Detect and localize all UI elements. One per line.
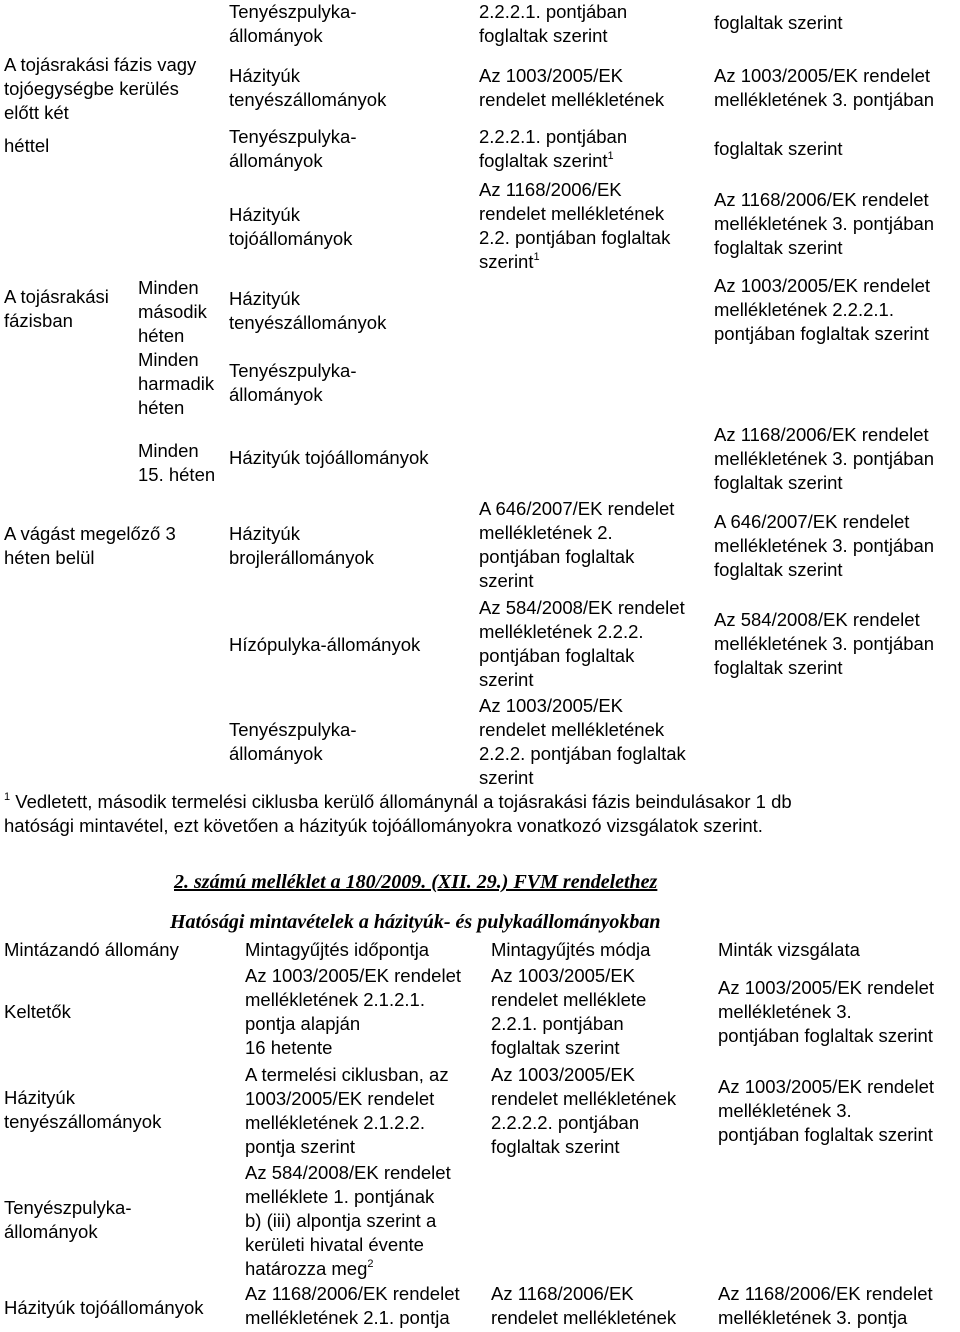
cell-line [229, 522, 374, 546]
cell-line [718, 1075, 934, 1099]
cell-text: héten [138, 397, 185, 418]
cell-text: 2.2.1. pontjában [491, 1013, 624, 1034]
cell-text: b) (iii) alpontja szerint a [245, 1210, 437, 1231]
cell-line [138, 372, 214, 396]
cell-text: állományok [229, 25, 323, 46]
cell-text: szerint [479, 570, 534, 591]
cell-text: rendelet mellékletének [491, 1088, 677, 1109]
cell-text: Tenyészpulyka- [229, 719, 357, 740]
cell [718, 1075, 934, 1147]
cell-text: Az 1003/2005/EK rendelet [714, 275, 930, 296]
cell-text: Tenyészpulyka- [229, 126, 357, 147]
cell-text: foglaltak szerint [714, 472, 843, 493]
cell-line [479, 497, 674, 521]
cell-text: foglaltak szerint [714, 12, 843, 33]
cell [229, 64, 386, 112]
cell-text: mellékletének 2.2.2.1. [714, 299, 894, 320]
cell-text: Házityúk [229, 65, 300, 86]
cell-line [245, 1306, 460, 1330]
cell [714, 188, 934, 260]
cell-line [479, 694, 686, 718]
cell-text: Házityúk tojóállományok [4, 1297, 204, 1318]
cell-text: Házityúk [4, 1087, 75, 1108]
cell-text: foglaltak szerint [714, 559, 843, 580]
cell-line [479, 596, 685, 620]
cell-line [229, 546, 374, 570]
cell [4, 1086, 161, 1134]
cell-text: rendelet mellékletének [479, 89, 665, 110]
cell-line [229, 125, 357, 149]
cell-text: pontjában foglaltak [479, 546, 635, 567]
cell [229, 287, 386, 335]
cell [714, 510, 934, 582]
cell-line [229, 446, 428, 470]
cell-line [718, 1024, 934, 1048]
cell-text: Az 1168/2006/EK [491, 1283, 634, 1304]
cell-text: mellékletének 2. [479, 522, 613, 543]
cell-text: pontjában foglaltak szerint [718, 1124, 933, 1145]
cell-text: melléklete 1. pontjának [245, 1186, 435, 1207]
footnote-line: Vedletett, második termelési ciklusba kerülő állománynál a tojásrakási fázis beindulásakor 1 db [15, 791, 792, 812]
cell-line [245, 1135, 449, 1159]
cell-text: mellékletének 3. [718, 1100, 852, 1121]
cell-text: héten belül [4, 547, 95, 568]
cell-line [479, 545, 674, 569]
cell-line [491, 1135, 676, 1159]
cell [229, 718, 357, 766]
cell-line [245, 1257, 451, 1281]
cell [245, 1161, 451, 1281]
cell-text: brojlerállományok [229, 547, 374, 568]
cell-line [479, 64, 664, 88]
cell-line [479, 250, 670, 274]
cell-text: Tenyészpulyka- [229, 360, 357, 381]
cell-text: harmadik [138, 373, 215, 394]
cell [4, 522, 176, 570]
cell-line [479, 742, 686, 766]
cell-line [4, 1086, 161, 1110]
cell-line [4, 1220, 132, 1244]
cell-text: Az 1168/2006/EK rendelet [245, 1283, 460, 1304]
cell-text: pontjában foglaltak [479, 645, 635, 666]
cell-text: Az 1003/2005/EK [491, 1064, 635, 1085]
cell-line [4, 134, 49, 158]
cell-text: Az 1003/2005/EK rendelet [718, 1076, 934, 1097]
cell-line [479, 668, 685, 692]
cell-line [4, 101, 196, 125]
cell-line [245, 1233, 451, 1257]
cell-text: mellékletének 3. [718, 1001, 852, 1022]
cell-text: Az 584/2008/EK rendelet [245, 1162, 451, 1183]
cell [229, 359, 357, 407]
cell-line [491, 1036, 646, 1060]
cell [479, 596, 685, 692]
cell-line [245, 1063, 449, 1087]
cell-text: 2.2. pontjában foglaltak [479, 227, 671, 248]
cell-line [714, 64, 934, 88]
cell-line [229, 0, 357, 24]
cell-line [245, 1161, 451, 1185]
cell [229, 633, 420, 657]
cell-text: Házityúk tojóállományok [229, 447, 429, 468]
cell-text: Az 1003/2005/EK [479, 65, 623, 86]
cell-text: A 646/2007/EK rendelet [714, 511, 910, 532]
cell-line [714, 423, 934, 447]
cell-text: mellékletének 3. pontjában [714, 213, 935, 234]
cell-line [4, 77, 196, 101]
cell-line [229, 227, 352, 251]
cell [479, 64, 664, 112]
cell [138, 348, 214, 420]
cell [491, 1282, 676, 1330]
cell-text: Az 1003/2005/EK rendelet [718, 977, 934, 998]
cell-text: Házityúk [229, 288, 300, 309]
cell-text: második [138, 301, 207, 322]
cell-line [4, 1196, 132, 1220]
cell-line [4, 546, 176, 570]
cell-line [714, 188, 934, 212]
cell-text: Az 1168/2006/EK rendelet [718, 1283, 933, 1304]
cell-line [714, 471, 934, 495]
cell-text: pontja alapján [245, 1013, 361, 1034]
cell-line [714, 656, 934, 680]
cell-text: Minden [138, 277, 199, 298]
cell-line [714, 274, 930, 298]
cell [479, 694, 686, 790]
cell-line [229, 311, 386, 335]
cell [229, 446, 428, 470]
cell-line [714, 88, 934, 112]
cell-text: mellékletének 3. pontja [718, 1307, 908, 1328]
annex-heading: 2. számú melléklet a 180/2009. (XII. 29.) FVM rendelethez [174, 871, 658, 893]
cell-line [229, 742, 357, 766]
cell [245, 1282, 460, 1330]
cell [4, 53, 196, 125]
cell-text: foglaltak szerint [479, 150, 608, 171]
cell-text: mellékletének 3. pontjában [714, 448, 935, 469]
cell-line [718, 1099, 934, 1123]
cell-line [479, 178, 670, 202]
cell-line [714, 447, 934, 471]
cell-text: Az 1168/2006/EK rendelet [714, 424, 929, 445]
cell-line [479, 521, 674, 545]
cell-line [4, 285, 109, 309]
cell-line [491, 1306, 676, 1330]
cell-text: mellékletének 3. pontjában [714, 89, 935, 110]
cell-text: mellékletének 2.1.2.1. [245, 989, 425, 1010]
cell-text: 2.2.2.2. pontjában [491, 1112, 640, 1133]
cell [4, 1000, 71, 1024]
cell-text: 2.2.2.1. pontjában [479, 126, 628, 147]
cell-line [138, 463, 215, 487]
cell-text: A tojásrakási fázis vagy [4, 54, 197, 75]
cell-text: foglaltak szerint [714, 138, 843, 159]
cell [718, 976, 934, 1048]
cell-text: mellékletének 2.2.2. [479, 621, 644, 642]
cell-line [491, 988, 646, 1012]
footnote-ref: 2 [367, 1258, 374, 1270]
cell-text: mellékletének 2.1.2.2. [245, 1112, 425, 1133]
cell-line [138, 348, 214, 372]
cell-text: állományok [4, 1221, 98, 1242]
cell [245, 964, 461, 1060]
cell-text: tenyészállományok [229, 89, 387, 110]
cell-line [229, 359, 357, 383]
cell-line [718, 1282, 933, 1306]
cell-line [491, 1111, 676, 1135]
cell-line [479, 88, 664, 112]
cell-line [4, 1110, 161, 1134]
cell-line [479, 718, 686, 742]
cell [479, 497, 674, 593]
cell-text: A termelési ciklusban, az [245, 1064, 449, 1085]
cell-text: pontja szerint [245, 1136, 356, 1157]
footnote-ref: 1 [533, 251, 540, 263]
cell-line [479, 149, 627, 173]
cell [714, 64, 934, 112]
cell-line [491, 1282, 676, 1306]
cell [4, 1196, 132, 1244]
cell-line [245, 1087, 449, 1111]
cell-line [714, 510, 934, 534]
cell-line [245, 1111, 449, 1135]
cell [4, 285, 109, 333]
cell-text: Az 1003/2005/EK [479, 695, 623, 716]
cell-line [245, 1282, 460, 1306]
cell-text: rendelet mellékletének [491, 1307, 677, 1328]
cell-text: A tojásrakási [4, 286, 109, 307]
cell-text: előtt két [4, 102, 69, 123]
cell-line [245, 1185, 451, 1209]
cell-line [138, 276, 207, 300]
cell-text: 2.2.2.1. pontjában [479, 1, 628, 22]
column-header: Mintázandó állomány [4, 939, 179, 960]
cell-line [4, 1296, 203, 1320]
cell [491, 1063, 676, 1159]
annex-title: Hatósági mintavételek a házityúk- és pulykaállományokban [170, 911, 661, 933]
cell-text: foglaltak szerint [479, 25, 608, 46]
cell [229, 0, 357, 48]
cell-line [491, 1063, 676, 1087]
cell-text: kerületi hivatal évente [245, 1234, 424, 1255]
cell-line [4, 1000, 71, 1024]
cell [718, 1282, 933, 1330]
cell-text: Az 1168/2006/EK [479, 179, 622, 200]
cell-text: Az 1003/2005/EK rendelet [245, 965, 461, 986]
footnote-ref: 1 [607, 150, 614, 162]
cell-text: tenyészállományok [229, 312, 387, 333]
cell-line [245, 1012, 461, 1036]
cell [4, 1296, 203, 1320]
cell-line [491, 1087, 676, 1111]
cell-text: foglaltak szerint [714, 237, 843, 258]
cell [479, 125, 627, 173]
cell-text: pontjában foglaltak szerint [718, 1025, 933, 1046]
cell-text: rendelet melléklete [491, 989, 647, 1010]
cell-line [714, 632, 934, 656]
cell-line [714, 11, 843, 35]
cell-line [229, 383, 357, 407]
cell-line [138, 300, 207, 324]
cell-text: határozza meg [245, 1258, 368, 1279]
cell-text: Keltetők [4, 1001, 71, 1022]
cell-text: szerint [479, 767, 534, 788]
cell-line [718, 1000, 934, 1024]
cell-text: Az 1003/2005/EK rendelet [714, 65, 930, 86]
column-header: Mintagyűjtés módja [491, 939, 651, 960]
cell-text: Minden [138, 349, 199, 370]
cell-line [718, 1123, 934, 1147]
cell-text: állományok [229, 384, 323, 405]
footnote [4, 790, 792, 838]
cell-line [479, 202, 670, 226]
cell-line [714, 608, 934, 632]
cell [229, 125, 357, 173]
cell-line [245, 1036, 461, 1060]
cell-text: héttel [4, 135, 50, 156]
cell-text: Hízópulyka-állományok [229, 634, 421, 655]
cell-text: A 646/2007/EK rendelet [479, 498, 675, 519]
footnote-marker: 1 [4, 791, 11, 803]
cell-line [229, 287, 386, 311]
cell-text: Tenyészpulyka- [229, 1, 357, 22]
cell-text: szerint [479, 251, 534, 272]
cell-text: 1003/2005/EK rendelet [245, 1088, 435, 1109]
cell-text: Az 584/2008/EK rendelet [714, 609, 920, 630]
cell-line [229, 24, 357, 48]
cell-line [491, 964, 646, 988]
cell-line [229, 88, 386, 112]
cell-text: A vágást megelőző 3 [4, 523, 176, 544]
cell-text: foglaltak szerint [491, 1136, 620, 1157]
cell-text: 2.2.2. pontjában foglaltak [479, 743, 686, 764]
cell-text: 16 hetente [245, 1037, 333, 1058]
cell-text: tojóegységbe kerülés [4, 78, 179, 99]
cell-line [479, 125, 627, 149]
cell-line [4, 53, 196, 77]
cell-text: héten [138, 325, 185, 346]
cell-line [718, 1306, 933, 1330]
cell-text: tojóállományok [229, 228, 353, 249]
cell-line [479, 226, 670, 250]
cell-text: Az 584/2008/EK rendelet [479, 597, 685, 618]
cell [491, 964, 646, 1060]
cell-text: 15. héten [138, 464, 216, 485]
cell-text: mellékletének 3. pontjában [714, 535, 935, 556]
cell-line [714, 212, 934, 236]
cell-text: Az 1168/2006/EK rendelet [714, 189, 929, 210]
cell [229, 203, 352, 251]
cell-line [245, 1209, 451, 1233]
cell-line [479, 644, 685, 668]
cell-text: foglaltak szerint [714, 657, 843, 678]
cell [714, 137, 843, 161]
column-header: Mintagyűjtés időpontja [245, 939, 430, 960]
cell [714, 608, 934, 680]
cell-text: Minden [138, 440, 199, 461]
cell-line [229, 64, 386, 88]
cell-line [714, 298, 930, 322]
cell-line [479, 620, 685, 644]
cell [4, 134, 49, 158]
cell-line [4, 309, 109, 333]
cell-line [245, 964, 461, 988]
cell-line [714, 236, 934, 260]
cell-line [229, 633, 420, 657]
cell-line [138, 439, 215, 463]
cell [714, 274, 930, 346]
cell-line [714, 534, 934, 558]
footnote-line: hatósági mintavétel, ezt követően a házityúk tojóállományokra vonatkozó vizsgálatok szerint. [4, 815, 763, 836]
cell-text: Házityúk [229, 523, 300, 544]
cell-line [714, 322, 930, 346]
cell-line [479, 569, 674, 593]
cell-text: rendelet mellékletének [479, 203, 665, 224]
cell-line [479, 766, 686, 790]
cell-line [229, 718, 357, 742]
cell-line [229, 149, 357, 173]
cell [479, 178, 670, 274]
cell-line [491, 1012, 646, 1036]
cell-text: rendelet mellékletének [479, 719, 665, 740]
cell-text: Tenyészpulyka- [4, 1197, 132, 1218]
cell-text: állományok [229, 743, 323, 764]
cell-line [714, 137, 843, 161]
column-header: Minták vizsgálata [718, 939, 860, 960]
cell-text: mellékletének 2.1. pontja [245, 1307, 450, 1328]
cell-line [718, 976, 934, 1000]
cell [138, 276, 207, 348]
cell-line [229, 203, 352, 227]
cell-text: Az 1003/2005/EK [491, 965, 635, 986]
cell-line [245, 988, 461, 1012]
cell-line [714, 558, 934, 582]
cell [714, 11, 843, 35]
cell-text: mellékletének 3. pontjában [714, 633, 935, 654]
cell-line [138, 396, 214, 420]
cell-line [479, 0, 627, 24]
cell [479, 0, 627, 48]
cell-text: tenyészállományok [4, 1111, 162, 1132]
cell-text: pontjában foglaltak szerint [714, 323, 929, 344]
cell-text: fázisban [4, 310, 73, 331]
cell-line [4, 522, 176, 546]
cell [138, 439, 215, 487]
cell-text: foglaltak szerint [491, 1037, 620, 1058]
cell [229, 522, 374, 570]
cell-text: Házityúk [229, 204, 300, 225]
cell-text: állományok [229, 150, 323, 171]
cell [245, 1063, 449, 1159]
cell-text: szerint [479, 669, 534, 690]
cell-line [479, 24, 627, 48]
cell [714, 423, 934, 495]
cell-line [138, 324, 207, 348]
